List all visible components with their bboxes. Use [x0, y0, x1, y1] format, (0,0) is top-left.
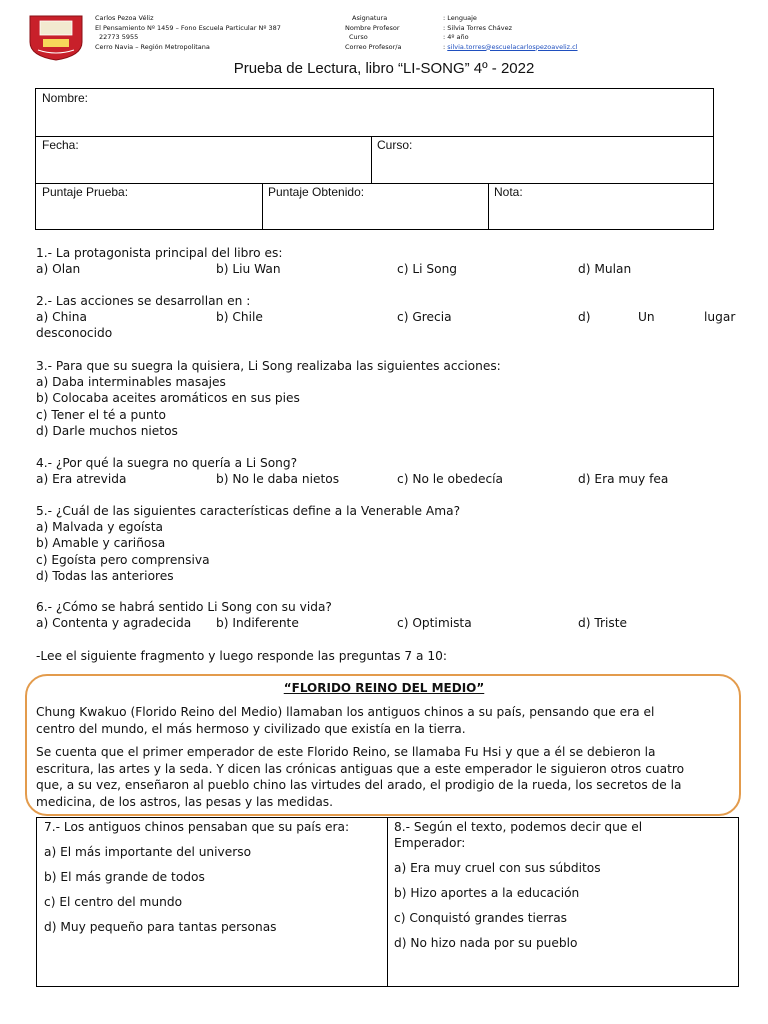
option-b[interactable]: b) Colocaba aceites aromáticos en sus pies [36, 391, 300, 406]
fecha-label: Fecha: [42, 138, 79, 152]
course-values [443, 14, 578, 52]
page-title: Prueba de Lectura, libro “LI-SONG” 4º - 2022 [233, 60, 535, 77]
paragraph-line: centro del mundo, el más hermoso y civilizado que existía en la tierra. [36, 721, 466, 736]
question-5 [36, 503, 740, 584]
option-d[interactable]: d) Mulan [578, 262, 632, 277]
school-name: Carlos Pezoa Véliz [95, 14, 154, 22]
question-1 [36, 245, 740, 277]
option-d[interactable]: d) [578, 310, 591, 325]
option-d[interactable]: d) Darle muchos nietos [36, 423, 178, 438]
fecha-field[interactable] [36, 136, 371, 183]
student-info-table [35, 88, 714, 230]
option-a[interactable]: a) Olan [36, 262, 81, 277]
option-b[interactable]: b) Liu Wan [216, 262, 281, 277]
reading-paragraph-2 [36, 744, 736, 810]
option-a[interactable]: a) Era atrevida [36, 472, 127, 487]
option-b[interactable]: b) Indiferente [216, 616, 299, 631]
question-stem-line: Emperador: [394, 836, 466, 850]
value-profesor: : Silvia Torres Chávez [443, 23, 512, 32]
puntaje-prueba-field[interactable] [36, 183, 262, 229]
option-d[interactable]: d) No hizo nada por su pueblo [394, 936, 578, 950]
option-b[interactable]: b) Amable y cariñosa [36, 536, 166, 551]
question-3 [36, 358, 740, 439]
question-6 [36, 599, 740, 631]
school-location: Cerro Navia – Región Metropolitana [95, 42, 210, 51]
option-c[interactable]: c) Optimista [397, 616, 472, 631]
option-b[interactable]: b) Hizo aportes a la educación [394, 886, 580, 900]
option-d-word-1: Un [638, 310, 655, 325]
option-d[interactable]: d) Muy pequeño para tantas personas [44, 920, 277, 934]
nombre-field[interactable] [36, 89, 713, 136]
option-a[interactable]: a) El más importante del universo [44, 845, 252, 859]
nota-label: Nota: [494, 185, 523, 199]
paragraph-line: Chung Kwakuo (Florido Reino del Medio) llamaban los antiguos chinos a su país, pensando que era el [36, 705, 655, 719]
option-b[interactable]: b) Chile [216, 310, 263, 325]
question-stem: 6.- ¿Cómo se habrá sentido Li Song con su vida? [36, 600, 332, 614]
question-stem: 4.- ¿Por qué la suegra no quería a Li Song? [36, 456, 298, 470]
option-c[interactable]: c) Li Song [397, 262, 458, 277]
value-correo: : silvia.torres@escuelacarlospezoaveliz.cl [443, 42, 578, 51]
label-profesor: Nombre Profesor [345, 23, 400, 32]
school-info [95, 14, 281, 52]
option-d-word-2: lugar [704, 310, 736, 325]
question-stem: 3.- Para que su suegra la quisiera, Li Song realizaba las siguientes acciones: [36, 359, 501, 373]
question-stem-line: 8.- Según el texto, podemos decir que el [394, 820, 643, 834]
label-curso: Curso [349, 33, 368, 41]
course-labels [345, 14, 401, 52]
option-a[interactable]: a) Era muy cruel con sus súbditos [394, 861, 601, 875]
nombre-label: Nombre: [42, 91, 89, 105]
option-a[interactable]: a) Daba interminables masajes [36, 375, 226, 390]
question-stem: 7.- Los antiguos chinos pensaban que su país era: [44, 820, 350, 834]
questions-table [36, 817, 739, 987]
option-b[interactable]: b) El más grande de todos [44, 870, 205, 884]
option-a[interactable]: a) China [36, 310, 87, 325]
option-d[interactable]: d) Era muy fea [578, 472, 669, 487]
curso-label: Curso: [377, 138, 413, 152]
question-stem: 2.- Las acciones se desarrollan en : [36, 294, 251, 308]
paragraph-line: que, a su vez, enseñaron al pueblo chino las virtudes del arado, el prodigio de la rueda, los secretos de la [36, 778, 682, 792]
puntaje-obtenido-label: Puntaje Obtenido: [268, 185, 365, 199]
paragraph-line: medicina, de los astros, las pesas y las medidas. [36, 794, 334, 809]
question-stem: 5.- ¿Cuál de las siguientes características define a la Venerable Ama? [36, 504, 461, 518]
option-c[interactable]: c) El centro del mundo [44, 895, 183, 909]
question-2 [36, 293, 740, 342]
option-d[interactable]: d) Triste [578, 616, 628, 631]
question-stem: 1.- La protagonista principal del libro es: [36, 246, 283, 260]
option-c[interactable]: c) Egoísta pero comprensiva [36, 552, 210, 567]
option-a[interactable]: a) Contenta y agradecida [36, 616, 192, 631]
reading-paragraph-1 [36, 704, 736, 737]
label-asignatura: Asignatura [352, 14, 388, 22]
value-curso: : 4º año [443, 33, 469, 41]
school-phone: 22773 5955 [99, 33, 139, 41]
value-asignatura: : Lenguaje [443, 14, 477, 22]
option-c[interactable]: c) Tener el té a punto [36, 407, 166, 422]
paragraph-line: escritura, las artes y la seda. Y dicen las crónicas antiguas que a este emperador le siguieron otros cuatro [36, 761, 685, 776]
puntaje-obtenido-field[interactable] [262, 183, 488, 229]
option-a[interactable]: a) Malvada y egoísta [36, 520, 163, 535]
school-logo [26, 12, 86, 62]
nota-field[interactable] [488, 183, 713, 229]
question-4 [36, 455, 740, 487]
option-b[interactable]: b) No le daba nietos [216, 472, 340, 487]
paragraph-line: Se cuenta que el primer emperador de este Florido Reino, se llamaba Fu Hsi y que a él se debieron la [36, 745, 656, 759]
question-8 [394, 819, 642, 951]
puntaje-prueba-label: Puntaje Prueba: [42, 185, 129, 199]
option-d[interactable]: d) Todas las anteriores [36, 568, 174, 583]
question-7 [44, 819, 349, 935]
option-d-continuation: desconocido [36, 326, 113, 341]
reading-title: “FLORIDO REINO DEL MEDIO” [283, 681, 485, 695]
teacher-email-link[interactable]: silvia.torres@escuelacarlospezoaveliz.cl [447, 42, 578, 51]
option-c[interactable]: c) Conquistó grandes tierras [394, 911, 568, 925]
option-c[interactable]: c) No le obedecía [397, 472, 504, 487]
school-address: El Pensamiento Nº 1459 – Fono Escuela Particular Nº 387 [95, 23, 281, 32]
label-correo: Correo Profesor/a [345, 42, 402, 51]
option-c[interactable]: c) Grecia [397, 310, 452, 325]
reading-instruction: -Lee el siguiente fragmento y luego responde las preguntas 7 a 10: [36, 649, 447, 663]
curso-field[interactable] [371, 136, 713, 183]
